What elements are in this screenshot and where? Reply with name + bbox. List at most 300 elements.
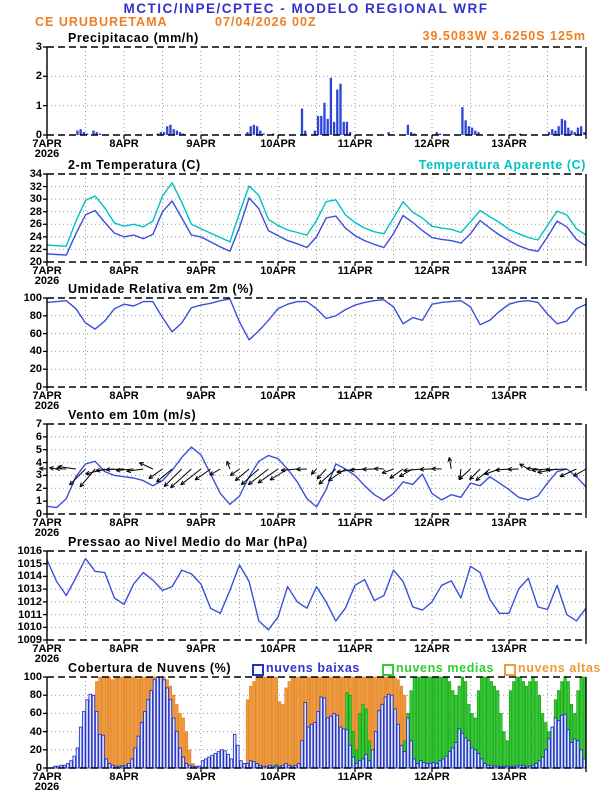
x-tick-label: 13APR [487,771,531,783]
cloud-bar-low [365,754,368,768]
cloud-bar-high [108,677,111,768]
cloud-bar-mid [439,677,442,768]
cloud-bar-mid [496,691,499,768]
cloud-bar-low [172,718,175,768]
cloud-bar-mid [509,691,512,768]
cloud-bar-mid [429,677,432,768]
panel-title-temperature: 2-m Temperatura (C) [68,158,201,172]
cloud-bar-low [516,766,519,768]
cloud-bar-low [208,757,211,768]
cloud-bar-mid [432,677,435,768]
x-tick-label: 11APR [333,138,377,150]
x-tick-label: 9APR [179,771,223,783]
y-tick-label: 24 [2,231,42,243]
cloud-bar-low [301,741,304,768]
cloud-bar-low [391,695,394,768]
cloud-bar-low [545,750,548,768]
cloud-bar-low [67,763,70,768]
cloud-bar-low [339,727,342,768]
cloud-bar-mid [423,677,426,768]
precip-bar [327,119,329,135]
y-tick-label: 7 [2,418,42,430]
cloud-bar-low [176,732,179,768]
cloud-bar-high [253,682,256,768]
cloud-bar-low [561,715,564,768]
precip-bar [464,120,466,135]
precip-bar [343,122,345,135]
cloud-bar-low [76,748,79,768]
cloud-bar-high [128,677,131,768]
cloud-bar-mid [484,677,487,768]
panel-title-clouds: Cobertura de Nuvens (%) [68,661,231,675]
x-tick-label: 7APR [25,265,69,277]
cloud-bar-low [314,723,317,769]
y-tick-label: 40 [2,726,42,738]
cloud-bar-mid [413,677,416,768]
cloud-bar-low [573,739,576,768]
cloud-bar-low [506,766,509,768]
cloud-bar-low [134,748,137,768]
cloud-bar-high [288,682,291,768]
precip-bar [577,128,579,135]
cloud-bar-low [371,750,374,768]
cloud-bar-low [407,718,410,768]
y-tick-label: 100 [2,671,42,683]
cloud-bar-high [298,677,301,768]
cloud-bar-low [557,721,560,768]
x-tick-label: 13APR [487,517,531,529]
cloud-bar-low [147,700,150,768]
cloud-bar-low [439,761,442,768]
precip-bar [256,126,258,135]
legend-apparent-temperature: Temperatura Aparente (C) [419,158,586,172]
cloud-bar-low [538,761,541,768]
wind-arrow-head [49,467,53,468]
precip-bar [346,122,348,135]
cloud-bar-low [541,757,544,768]
legend-label-mid-clouds: nuvens medias [396,661,494,675]
y-tick-label: 60 [2,328,42,340]
cloud-bar-low [403,752,406,768]
cloud-bar-low [73,756,76,768]
x-year-label: 2026 [25,781,69,793]
cloud-bar-high [265,677,268,768]
precip-bar [76,131,78,135]
wind-arrow [195,469,211,480]
y-tick-label: 60 [2,707,42,719]
cloud-bar-mid [445,677,448,768]
precip-bar [561,119,563,135]
x-year-label: 2026 [25,653,69,665]
cloud-bar-low [233,734,236,768]
wind-arrow [319,469,336,484]
wind-arrow [149,469,163,479]
cloud-bar-mid [506,741,509,768]
cloud-bar-low [307,727,310,768]
wind-arrow-head [86,474,90,475]
precip-bar [551,129,553,135]
cloud-bar-low [330,716,333,768]
cloud-bar-high [115,677,118,768]
y-tick-label: 2 [2,70,42,82]
x-tick-label: 10APR [256,390,300,402]
y-tick-label: 0 [2,129,42,141]
cloud-bar-high [105,677,108,768]
x-tick-label: 10APR [256,517,300,529]
cloud-bar-low [285,763,288,768]
run-datetime: 07/04/2026 00Z [215,15,317,29]
cloud-bar-mid [490,682,493,768]
cloud-bar-low [121,766,124,768]
x-year-label: 2026 [25,148,69,160]
y-tick-label: 34 [2,168,42,180]
cloud-bar-high [291,677,294,768]
cloud-bar-mid [525,686,528,768]
x-tick-label: 11APR [333,771,377,783]
y-tick-label: 5 [2,444,42,456]
cloud-bar-low [529,766,532,768]
y-tick-label: 1010 [2,621,42,633]
cloud-bar-mid [487,677,490,768]
precip-bar [166,126,168,135]
y-tick-label: 22 [2,243,42,255]
cloud-bar-low [484,763,487,768]
panel-title-humidity: Umidade Relativa em 2m (%) [68,282,254,296]
y-tick-label: 26 [2,218,42,230]
cloud-bar-low [160,677,163,768]
cloud-bar-low [304,702,307,768]
cloud-bar-low [378,711,381,768]
cloud-bar-low [554,718,557,768]
x-tick-label: 13APR [487,138,531,150]
cloud-bar-low [310,724,313,768]
cloud-bar-mid [416,677,419,768]
x-tick-label: 7APR [25,771,69,783]
legend-label-high-clouds: nuvens altas [518,661,601,675]
cloud-bar-low [89,694,92,768]
y-tick-label: 1012 [2,596,42,608]
x-tick-label: 12APR [410,517,454,529]
cloud-bar-low [480,759,483,768]
x-year-label: 2026 [25,275,69,287]
x-tick-label: 7APR [25,138,69,150]
cloud-bar-low [397,724,400,768]
cloud-bar-low [577,741,580,768]
cloud-bar-low [375,732,378,768]
cloud-bar-low [445,756,448,768]
y-tick-label: 1016 [2,545,42,557]
cloud-bar-low [464,738,467,768]
precip-bar [173,129,175,135]
cloud-bar-low [429,763,432,768]
wind-arrow-head [127,471,131,472]
cloud-bar-low [211,755,214,768]
precip-bar [250,126,252,135]
cloud-bar-low [442,759,445,768]
cloud-bar-low [455,743,458,768]
cloud-bar-low [198,766,201,768]
y-tick-label: 40 [2,345,42,357]
cloud-bar-low [342,729,345,768]
precip-bar [169,125,171,135]
x-tick-label: 12APR [410,138,454,150]
cloud-bar-low [70,761,73,768]
x-tick-label: 8APR [102,517,146,529]
x-tick-label: 11APR [333,265,377,277]
cloud-bar-high [294,677,297,768]
cloud-bar-low [387,694,390,768]
y-tick-label: 3 [2,469,42,481]
cloud-bar-mid [516,677,519,768]
x-tick-label: 8APR [102,771,146,783]
wind-arrow [181,469,201,485]
x-tick-label: 10APR [256,643,300,655]
cloud-bar-low [410,741,413,768]
cloud-bar-low [570,743,573,768]
cloud-bar-high [272,677,275,768]
cloud-bar-low [368,761,371,768]
y-tick-label: 1015 [2,558,42,570]
main-title: MCTIC/INPE/CPTEC - MODELO REGIONAL WRF [0,1,612,16]
precip-bar [330,78,332,135]
precip-bar [323,103,325,135]
cloud-bar-low [169,700,172,768]
cloud-bar-low [92,695,95,768]
cloud-bar-low [384,697,387,768]
cloud-bar-low [150,691,153,768]
cloud-bar-low [253,762,256,768]
x-tick-label: 9APR [179,390,223,402]
x-tick-label: 7APR [25,643,69,655]
cloud-bar-low [567,730,570,768]
x-tick-label: 9APR [179,643,223,655]
x-tick-label: 9APR [179,265,223,277]
x-tick-label: 10APR [256,138,300,150]
y-tick-label: 0 [2,508,42,520]
cloud-bar-low [419,761,422,768]
x-tick-label: 12APR [410,643,454,655]
y-tick-label: 1013 [2,583,42,595]
cloud-bar-low [320,697,323,768]
cloud-bar-high [259,677,262,768]
cloud-bar-low [326,718,329,768]
cloud-bar-low [583,759,586,768]
precip-bar [567,128,569,135]
cloud-bar-low [221,750,224,768]
cloud-bar-low [461,733,464,768]
cloud-bar-low [298,763,301,768]
y-tick-label: 20 [2,363,42,375]
wind-arrow-head [448,457,449,461]
cloud-bar-low [468,741,471,768]
wind-arrow [258,469,278,483]
cloud-bar-low [349,745,352,768]
x-tick-label: 9APR [179,138,223,150]
cloud-bar-low [182,757,185,768]
precip-bar [99,134,101,135]
cloud-bar-low [394,709,397,768]
x-tick-label: 7APR [25,517,69,529]
cloud-bar-low [458,729,461,768]
y-tick-label: 20 [2,256,42,268]
precip-bar [580,126,582,135]
cloud-bar-low [140,723,143,769]
cloud-bar-high [111,680,114,768]
cloud-bar-low [551,727,554,768]
precip-bar [333,122,335,135]
cloud-bar-mid [480,677,483,768]
precip-bar [301,109,303,135]
panel-title-wind: Vento em 10m (m/s) [68,408,196,422]
x-tick-label: 11APR [333,517,377,529]
cloud-bar-mid [532,677,535,768]
cloud-bar-low [548,739,551,768]
cloud-bar-mid [426,677,429,768]
cloud-bar-high [285,688,288,768]
cloud-bar-low [201,761,204,768]
cloud-bar-high [269,677,272,768]
y-tick-label: 28 [2,206,42,218]
x-tick-label: 11APR [333,390,377,402]
cloud-bar-high [262,677,265,768]
cloud-bar-high [278,702,281,768]
cloud-bar-low [432,763,435,768]
x-tick-label: 12APR [410,771,454,783]
cloud-bar-high [256,677,259,768]
x-tick-label: 7APR [25,390,69,402]
y-tick-label: 30 [2,193,42,205]
x-tick-label: 11APR [333,643,377,655]
precip-bar [439,134,441,135]
cloud-bar-low [359,761,362,768]
cloud-bar-low [477,753,480,768]
precip-bar [583,132,585,135]
cloud-bar-mid [513,682,516,768]
cloud-bar-high [131,677,134,768]
x-year-label: 2026 [25,400,69,412]
cloud-bar-mid [419,677,422,768]
y-tick-label: 100 [2,292,42,304]
y-tick-label: 80 [2,310,42,322]
cloud-bar-high [121,677,124,768]
cloud-bar-mid [362,704,365,768]
cloud-bar-mid [535,682,538,768]
wind-arrow [317,469,326,479]
wind-arrow-head [538,472,542,473]
wind-arrow-head [58,465,62,466]
x-year-label: 2026 [25,527,69,539]
y-tick-label: 32 [2,181,42,193]
cloud-bar-low [249,761,252,768]
y-tick-label: 6 [2,431,42,443]
cloud-bar-low [452,748,455,768]
cloud-bar-low [217,752,220,768]
precip-bar [320,116,322,135]
cloud-bar-high [246,700,249,768]
cloud-bar-low [333,713,336,768]
wind-arrow [270,469,288,480]
y-tick-label: 20 [2,744,42,756]
panel-title-precipitation: Precipitacao (mm/h) [68,31,199,45]
cloud-bar-low [580,750,583,768]
wind-arrow [106,469,124,470]
wind-arrow [164,469,182,487]
cloud-bar-low [230,759,233,768]
x-tick-label: 13APR [487,390,531,402]
x-tick-label: 10APR [256,265,300,277]
cloud-bar-low [346,730,349,768]
y-tick-label: 1 [2,495,42,507]
cloud-bar-high [185,732,188,768]
y-tick-label: 0 [2,762,42,774]
y-tick-label: 0 [2,381,42,393]
cloud-bar-low [423,763,426,768]
cloud-bar-low [240,761,243,768]
cloud-bar-low [163,680,166,768]
cloud-bar-low [205,759,208,768]
precip-bar [564,120,566,135]
cloud-bar-low [99,734,102,768]
cloud-bar-mid [442,677,445,768]
legend-label-low-clouds: nuvens baixas [266,661,360,675]
cloud-bar-high [124,677,127,768]
cloud-bar-high [118,677,121,768]
cloud-bar-mid [522,682,525,768]
cloud-bar-low [448,752,451,768]
cloud-bar-low [323,698,326,768]
y-tick-label: 1014 [2,570,42,582]
precip-bar [317,116,319,135]
cloud-bar-low [275,766,278,768]
cloud-bar-low [137,736,140,768]
y-tick-label: 1009 [2,634,42,646]
precip-bar [79,129,81,135]
cloud-bar-low [153,680,156,768]
precip-bar [558,126,560,135]
y-tick-label: 80 [2,689,42,701]
y-tick-label: 1011 [2,609,42,621]
precip-bar [253,125,255,135]
cloud-bar-mid [529,682,532,768]
x-tick-label: 12APR [410,390,454,402]
cloud-bar-high [282,704,285,768]
cloud-bar-mid [359,713,362,768]
cloud-bar-mid [519,677,522,768]
cloud-bar-low [413,759,416,768]
cloud-bar-low [105,759,108,768]
cloud-bar-mid [493,686,496,768]
station-name: CE URUBURETAMA [35,15,168,29]
cloud-bar-low [564,714,567,768]
precip-bar [471,128,473,135]
cloud-bar-low [79,727,82,768]
x-tick-label: 8APR [102,643,146,655]
cloud-bar-low [83,712,86,768]
cloud-bar-mid [583,677,586,768]
y-tick-label: 3 [2,41,42,53]
cloud-bar-low [317,712,320,768]
cloud-bar-mid [500,713,503,768]
cloud-bar-mid [538,695,541,768]
cloud-bar-high [275,677,278,768]
x-tick-label: 8APR [102,390,146,402]
cloud-bar-low [102,735,105,768]
cloud-bar-high [249,686,252,768]
cloud-bar-low [381,704,384,768]
cloud-bar-low [400,745,403,768]
precip-bar [339,84,341,135]
x-tick-label: 8APR [102,265,146,277]
